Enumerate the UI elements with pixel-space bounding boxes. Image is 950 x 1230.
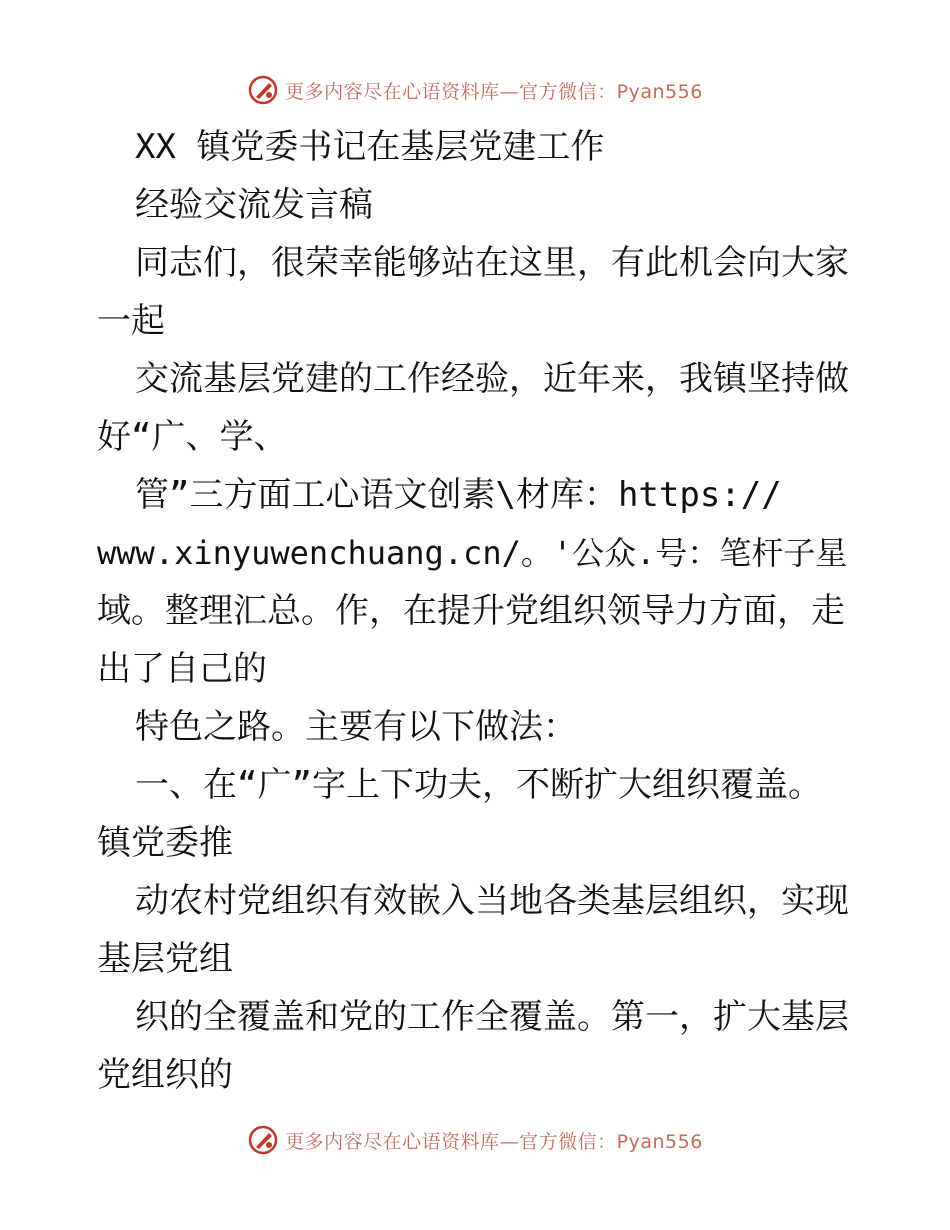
pen-logo-icon (247, 74, 279, 106)
text-line: 好“广、学、 (97, 417, 288, 457)
text-line: 特色之路。主要有以下做法： (135, 707, 577, 747)
text-line: 一、在“广”字上下功夫，不断扩大组织覆盖。 (135, 765, 822, 805)
title-line-2: 经验交流发言稿 (135, 185, 373, 225)
text-line: 管”三方面工心语文创素\材库：https:// (135, 475, 782, 515)
text-line: 镇党委推 (97, 823, 233, 863)
text-line: 交流基层党建的工作经验，近年来，我镇坚持做 (135, 359, 849, 399)
text-line: 域。整理汇总。作，在提升党组织领导力方面，走 (97, 591, 845, 631)
text-line: www.xinyuwenchuang.cn/。'公众.号：笔杆子星 (97, 534, 848, 572)
banner-text: 更多内容尽在心语资料库—官方微信：Pyan556 (285, 1130, 703, 1153)
text-line: 织的全覆盖和党的工作全覆盖。第一，扩大基层 (135, 997, 849, 1037)
footer-watermark-banner (0, 1120, 950, 1160)
text-line: 一起 (97, 301, 165, 341)
text-line: 同志们，很荣幸能够站在这里，有此机会向大家 (135, 243, 849, 283)
banner-text: 更多内容尽在心语资料库—官方微信：Pyan556 (285, 80, 703, 103)
title-line-1: XX 镇党委书记在基层党建工作 (135, 127, 605, 167)
text-line: 出了自己的 (97, 649, 267, 689)
pen-logo-icon (247, 1124, 279, 1156)
banner-wechat: 官方微信：Pyan556 (519, 80, 703, 103)
document-body (97, 118, 857, 1104)
text-line: 动农村党组织有效嵌入当地各类基层组织，实现 (135, 881, 849, 921)
text-line: 党组织的 (97, 1055, 233, 1095)
header-watermark-banner (0, 70, 950, 110)
text-line: 基层党组 (97, 939, 233, 979)
banner-wechat: 官方微信：Pyan556 (519, 1130, 703, 1153)
